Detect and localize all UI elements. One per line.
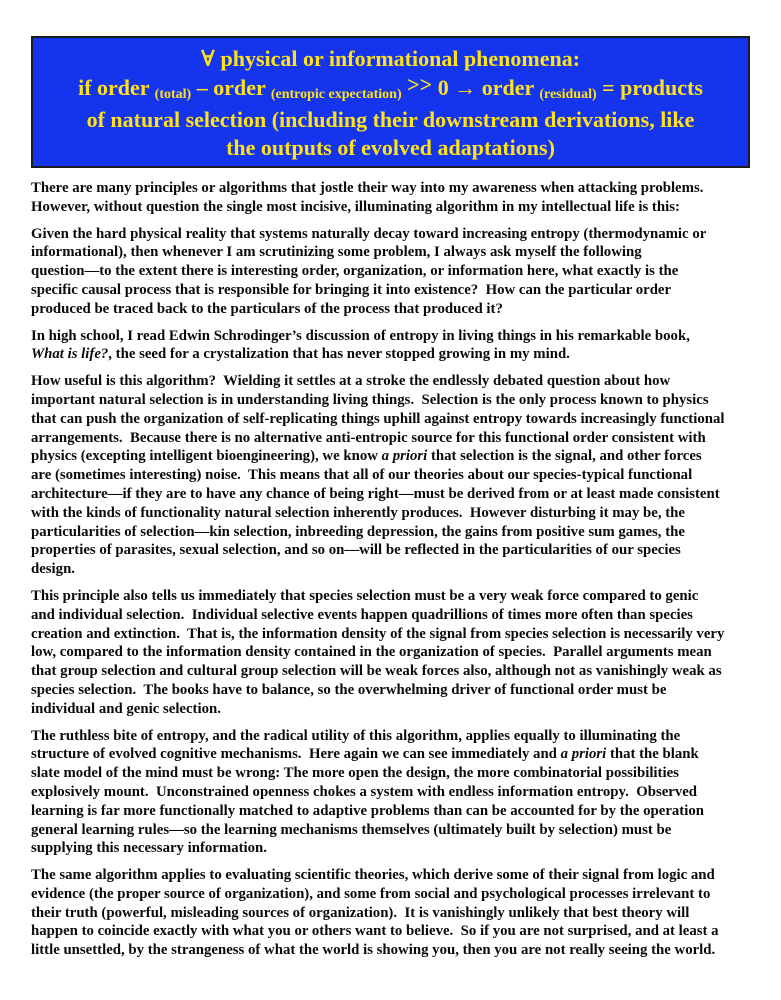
formula-subscript: (residual) <box>539 87 597 102</box>
formula <box>33 74 748 162</box>
paragraph-line: important natural selection is in understanding living things. Selection is the only process known to physics <box>31 391 709 408</box>
body-paragraph <box>31 179 753 217</box>
italic-text: a priori <box>381 448 428 465</box>
formula-line <box>33 134 748 162</box>
formula-text: if order <box>78 75 155 100</box>
formula-subscript: (total) <box>154 87 192 102</box>
paragraph-line: architecture—if they are to have any chance of being right—must be derived from or at least made consistent <box>31 485 720 502</box>
paragraph-line: that can push the organization of self-replicating things uphill against entropy towards increasingly functional <box>31 410 725 427</box>
paragraph-line: that group selection and cultural group selection will be weak forces also, although not as vanishingly weak as <box>31 663 722 680</box>
paragraph-line: What is life?, the seed for a crystalization that has never stopped growing in my mind. <box>31 346 570 363</box>
paragraph-line: Given the hard physical reality that systems naturally decay toward increasing entropy (thermodynamic or <box>31 225 707 242</box>
paragraph-line: There are many principles or algorithms that jostle their way into my awareness when attacking problems. <box>31 180 704 196</box>
paragraph-line: This principle also tells us immediately that species selection must be a very weak force compared to genic <box>31 587 699 604</box>
italic-text: What is life? <box>31 346 109 363</box>
header-box <box>31 36 750 168</box>
paragraph-line: However, without question the single most incisive, illuminating algorithm in my intellectual life is this: <box>31 198 680 215</box>
paragraph-line: explosively mount. Unconstrained openness chokes a system with endless information entropy. Observed <box>31 783 698 800</box>
paragraph-line: specific causal process that is responsible for bringing it into existence? How can the particular order <box>31 281 672 298</box>
paragraph-line: supplying this necessary information. <box>31 840 267 857</box>
formula-line <box>33 106 748 134</box>
formula-subscript: (entropic expectation) <box>270 87 402 102</box>
paragraph-line: The ruthless bite of entropy, and the radical utility of this algorithm, applies equally to illuminating the <box>31 727 681 744</box>
body-paragraph <box>31 727 753 859</box>
formula-text: = products <box>596 75 703 100</box>
formula-text: of natural selection (including their downstream derivations, like <box>86 107 695 132</box>
paragraph-line: In high school, I read Edwin Schrodinger’s discussion of entropy in living things in his remarkable book, <box>31 327 690 344</box>
formula-text: – order <box>191 75 271 100</box>
paragraph-line: design. <box>31 561 75 578</box>
paragraph-line: their truth (powerful, misleading sources of organization). It is vanishingly unlikely that best theory will <box>31 904 690 921</box>
body-paragraph <box>31 372 753 579</box>
paragraph-line: creation and extinction. That is, the information density of the signal from species selection is necessarily very <box>31 625 725 642</box>
paragraph-line: The same algorithm applies to evaluating scientific theories, which derive some of their signal from logic and <box>31 867 715 884</box>
paragraph-line: low, compared to the information density contained in the organization of species. Parallel arguments mean <box>31 644 712 661</box>
paragraph-line: learning is far more functionally matched to adaptive problems than can be accounted for by the operation <box>31 802 704 819</box>
paragraph-line: general learning rules—so the learning mechanisms themselves (ultimately built by selection) must be <box>31 821 672 838</box>
paragraph-line: informational), then whenever I am scrutinizing some problem, I always ask myself the following <box>31 244 642 261</box>
paragraph-line: evidence (the proper source of organization), and some from social and psychological processes irrelevant to <box>31 885 711 902</box>
paragraph-line: little unsettled, by the strangeness of what the world is showing you, then you are not really seeing the world. <box>31 942 716 959</box>
paragraph-line: particularities of selection—kin selection, inbreeding depression, the gains from positive sum games, the <box>31 523 685 540</box>
paragraph-line: How useful is this algorithm? Wielding it settles at a stroke the endlessly debated question about how <box>31 373 671 390</box>
body-paragraph <box>31 866 753 960</box>
paragraph-line: physics (excepting intelligent bioengineering), we know a priori that selection is the signal, and other forces <box>31 448 702 465</box>
italic-text: a priori <box>560 746 607 763</box>
paragraph-line: species selection. The books have to balance, so the overwhelming driver of functional order must be <box>31 681 667 698</box>
paragraph-line: and individual selection. Individual selective events happen quadrillions of times more often than species <box>31 606 693 623</box>
paragraph-line: slate model of the mind must be wrong: The more open the design, the more combinatorial possibilities <box>31 765 679 782</box>
body-paragraph <box>31 225 753 319</box>
paragraph-line: arrangements. Because there is no alternative anti-entropic source for this functional order consistent with <box>31 429 706 446</box>
body-paragraph <box>31 587 753 719</box>
paragraph-line: structure of evolved cognitive mechanisms. Here again we can see immediately and a priori that the blank <box>31 746 699 763</box>
paragraph-line: produced be traced back to the particulars of the process that produced it? <box>31 300 503 317</box>
paragraph-line: happen to coincide exactly with what you or others want to believe. So if you are not surprised, and at least a <box>31 923 719 940</box>
paragraph-line: question—to the extent there is interesting order, organization, or information here, what exactly is the <box>31 263 679 280</box>
formula-line <box>33 74 748 106</box>
formula-text: the outputs of evolved adaptations) <box>226 135 555 160</box>
formula-text: >> <box>407 72 433 97</box>
formula-text: 0 → order <box>432 75 540 100</box>
header-title: ∀ physical or informational phenomena: <box>200 46 581 71</box>
paragraph-line: are (sometimes interesting) noise. This means that all of our theories about our species-typical functional <box>31 467 693 484</box>
paragraph-line: individual and genic selection. <box>31 700 221 717</box>
paragraph-line: with the kinds of functionality natural selection inherently produces. However disturbing it may be, the <box>31 504 685 521</box>
document-body <box>31 179 753 968</box>
body-paragraph <box>31 327 753 365</box>
paragraph-line: properties of parasites, sexual selection, and so on—will be reflected in the particularities of our species <box>31 542 681 559</box>
